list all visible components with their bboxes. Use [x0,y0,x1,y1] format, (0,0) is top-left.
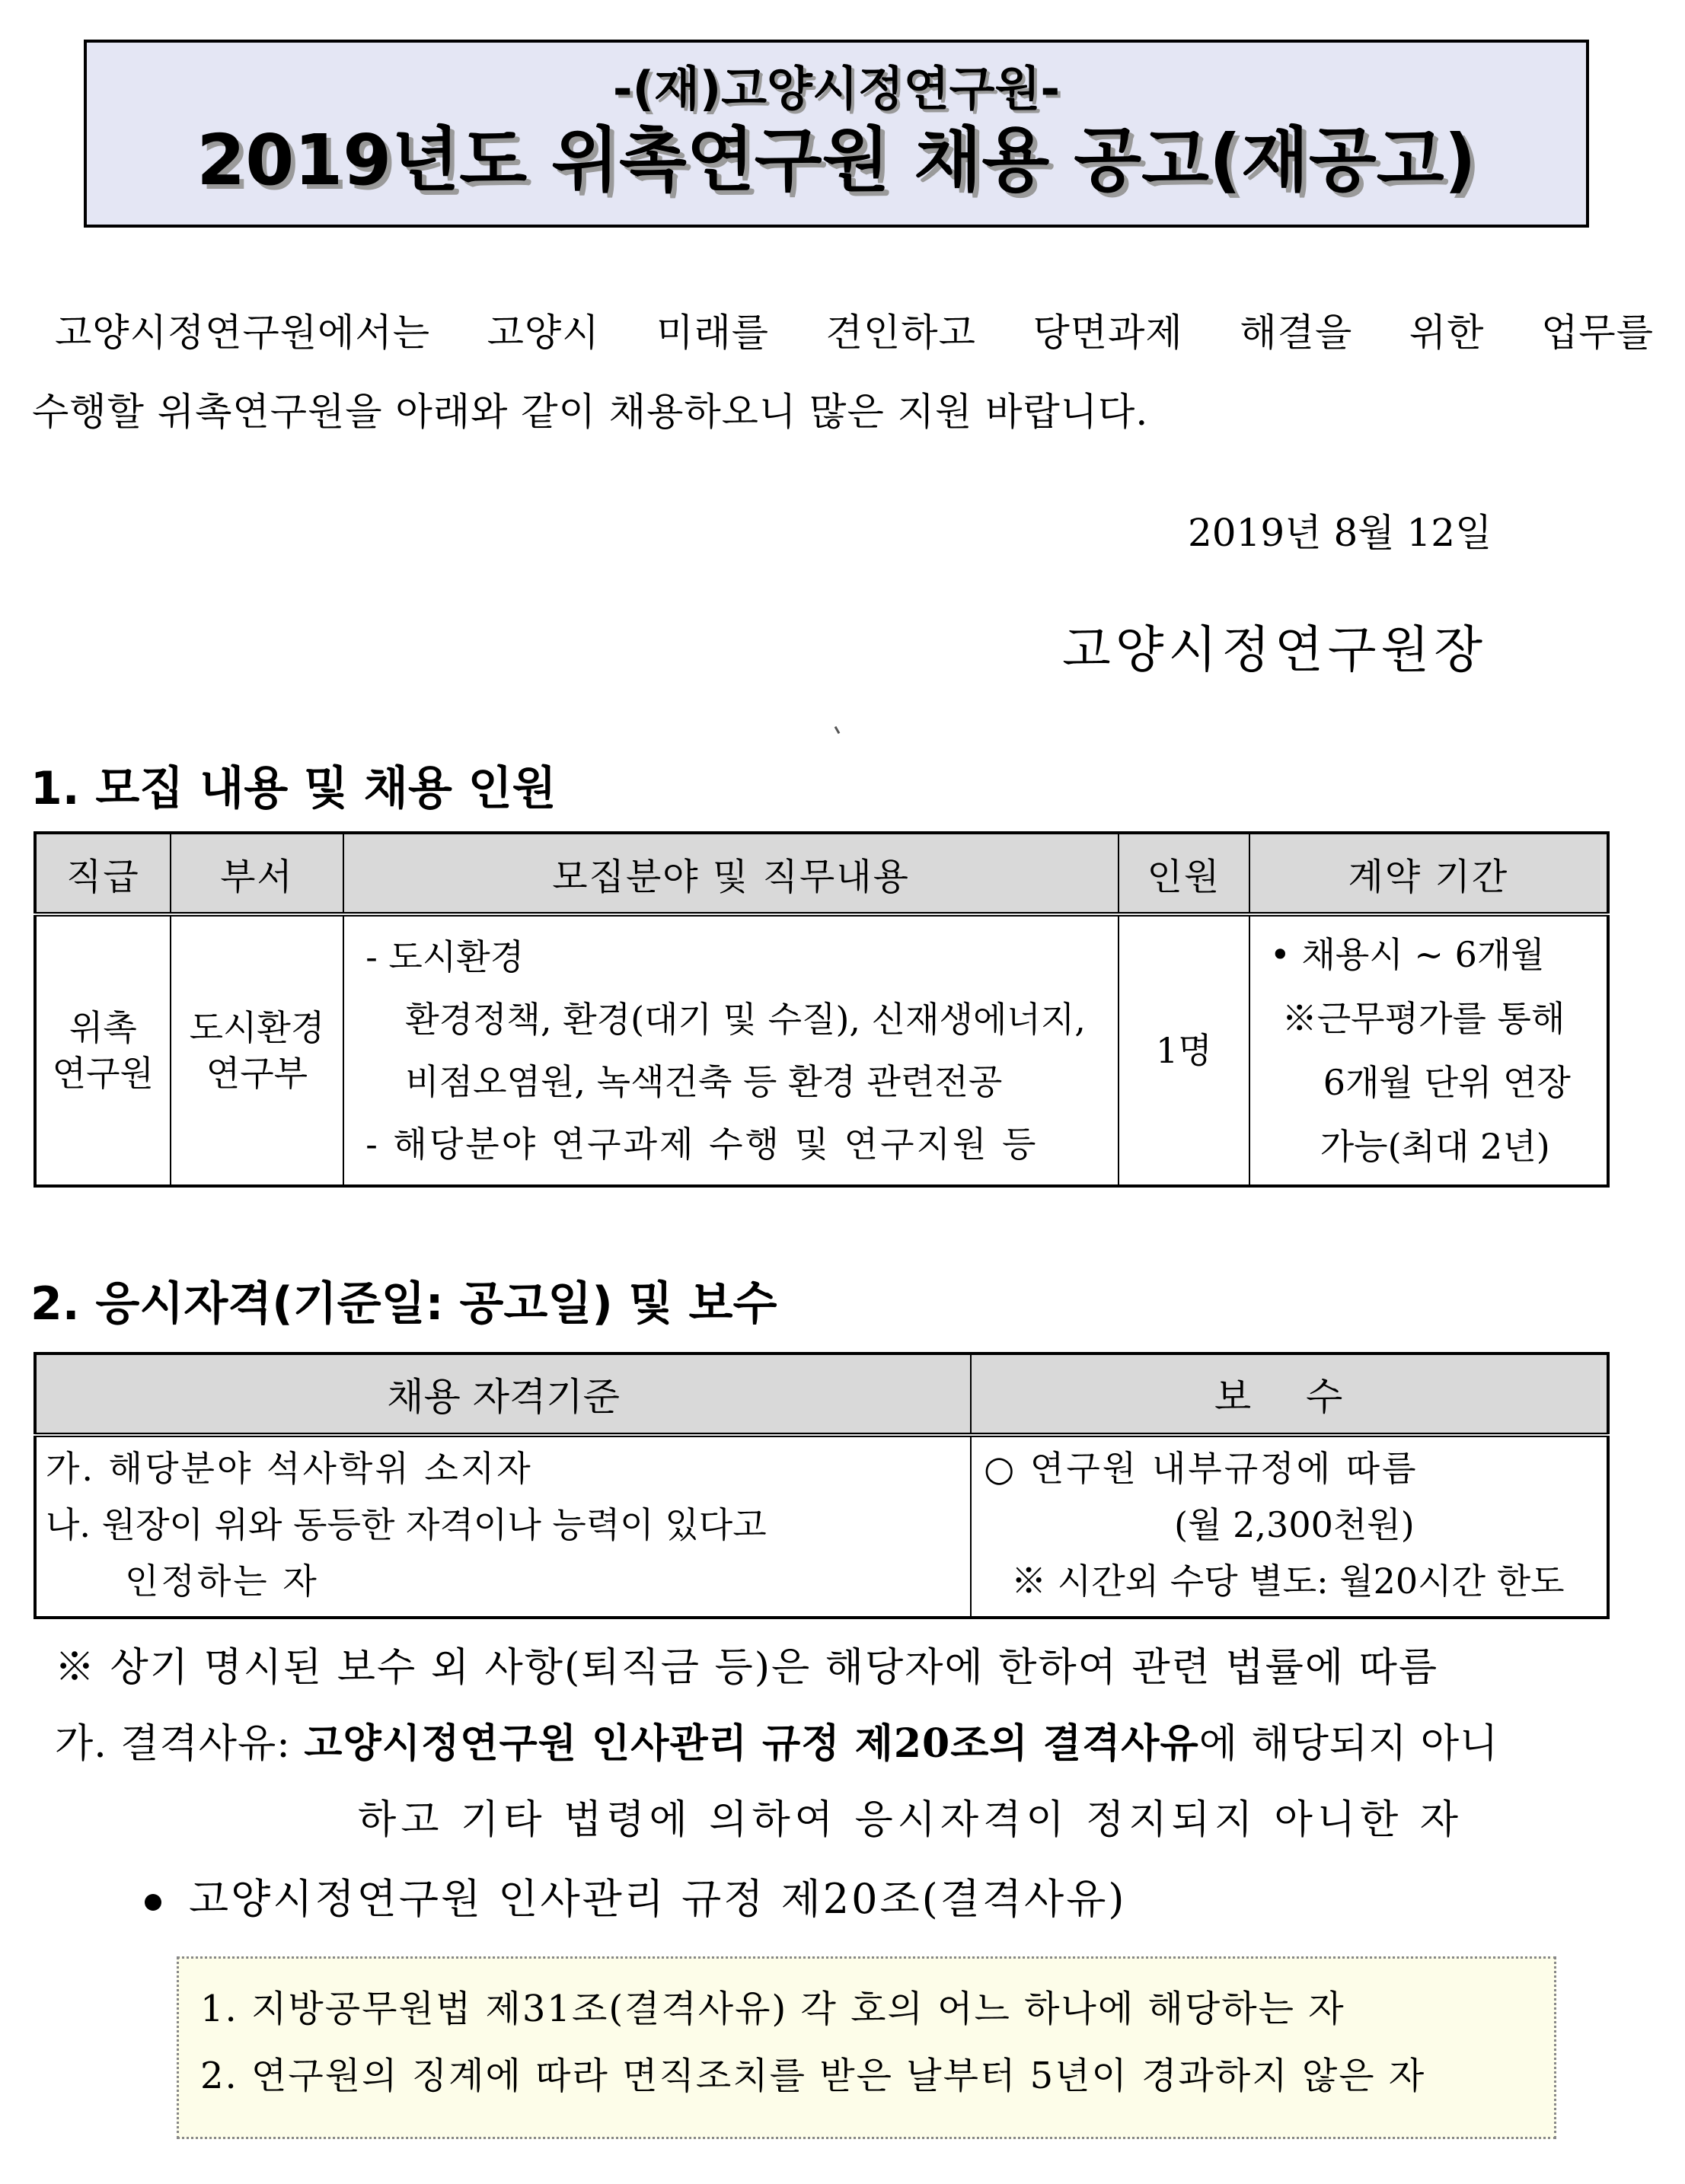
header-qualification: 채용 자격기준 [35,1353,971,1435]
disqualification-line-2: 하고 기타 법령에 의하여 응시자격이 정지되지 아니한 자 [358,1797,1463,1843]
dept-line: 연구부 [206,1053,308,1094]
title-main: 2019년도 위촉연구원 채용 공고(재공고) [196,120,1476,201]
header-contract-period: 계약 기간 [1249,833,1608,914]
announcement-date: 2019년 8월 12일 [1188,511,1492,555]
dept-line: 도시환경 [189,1007,325,1048]
qualification-table [34,1352,1610,1619]
header-duties: 모집분야 및 직무내용 [343,833,1119,914]
rule-item: 2. 연구원의 징계에 따라 면직조치를 받은 날부터 5년이 경과하지 않은 자 [200,2055,1426,2097]
period-line: 가능(최대 2년) [1320,1126,1550,1167]
table-header-row [35,1353,1608,1435]
table-row [35,914,1608,1186]
cell-department [171,914,344,1186]
intro-line-2: 수행할 위촉연구원을 아래와 같이 채용하오니 많은 지원 바랍니다. [32,390,1149,434]
table-header-row [35,833,1608,914]
table-row [35,1435,1608,1618]
duty-line: - 해당분야 연구과제 수행 및 연구지원 등 [365,1124,1039,1165]
director-signature: 고양시정연구원장 [1062,620,1488,679]
section-1-title: 1. 모집 내용 및 채용 인원 [30,762,557,815]
rule-bullet-text: 고양시정연구원 인사관리 규정 제20조(결격사유) [189,1875,1127,1923]
cell-qualification [35,1435,971,1618]
cell-salary [971,1435,1608,1618]
salary-note: ※ 상기 명시된 보수 외 사항(퇴직금 등)은 해당자에 한하여 관련 법률에 따름 [55,1645,1439,1691]
qual-line: 가. 해당분야 석사학위 소지자 [46,1448,533,1489]
section-2-title: 2. 응시자격(기준일: 공고일) 및 보수 [30,1277,777,1331]
rank-line: 위촉 [69,1007,137,1048]
cell-duties [343,914,1119,1186]
pay-line: ○ 연구원 내부규정에 따름 [984,1448,1419,1489]
disq-prefix: 가. 결격사유: [55,1721,305,1767]
period-line: • 채용시 ~ 6개월 [1269,934,1545,975]
stray-mark [835,726,841,734]
recruitment-table [34,831,1610,1188]
rules-box [177,1956,1556,2139]
duty-line: 환경정책, 환경(대기 및 수질), 신재생에너지, [405,999,1086,1040]
period-line: 6개월 단위 연장 [1323,1062,1571,1103]
disq-bold: 고양시정연구원 인사관리 규정 제20조의 결격사유 [304,1720,1199,1767]
disq-suffix: 에 해당되지 아니 [1198,1721,1499,1767]
period-line: ※근무평가를 통해 [1281,998,1565,1039]
rule-item: 1. 지방공무원법 제31조(결격사유) 각 호의 어느 하나에 해당하는 자 [200,1988,1345,2030]
title-organization: -(재)고양시정연구원- [612,61,1061,116]
header-department: 부서 [171,833,344,914]
header-salary: 보 수 [971,1353,1608,1435]
cell-headcount: 1명 [1119,914,1249,1186]
rule-bullet [145,1867,1126,1925]
duty-line: 비점오염원, 녹색건축 등 환경 관련전공 [405,1061,1003,1102]
qual-line: 나. 원장이 위와 동등한 자격이나 능력이 있다고 [46,1504,767,1545]
rank-line: 연구원 [52,1053,154,1094]
intro-line-1: 고양시정연구원에서는 고양시 미래를 견인하고 당면과제 해결을 위한 업무를 [55,311,1654,355]
cell-contract-period [1249,914,1608,1186]
duty-line: - 도시환경 [365,936,525,977]
disqualification-line-1 [55,1711,1498,1768]
title-box [84,40,1589,228]
pay-line: (월 2,300천원) [1174,1504,1415,1545]
qual-line: 인정하는 자 [125,1561,319,1602]
header-rank: 직급 [35,833,171,914]
cell-rank [35,914,171,1186]
pay-line: ※ 시간외 수당 별도: 월20시간 한도 [1011,1561,1565,1602]
header-headcount: 인원 [1119,833,1249,914]
bullet-icon [145,1894,161,1911]
